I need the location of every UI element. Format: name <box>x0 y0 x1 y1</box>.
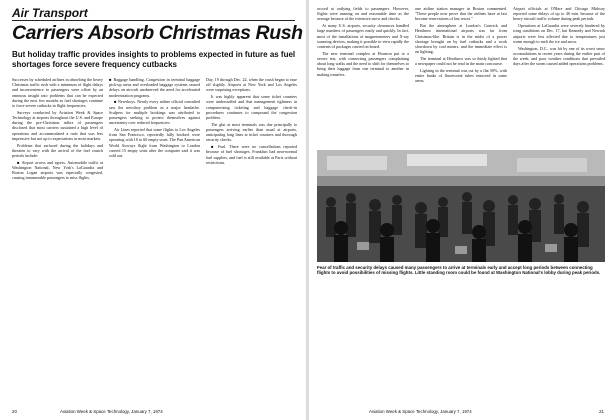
footer-credit: Aviation Week & Space Technology, January 7, 1974 <box>369 409 472 414</box>
paragraph: ■ Airport access and egress. Automobile traffic at Washington National, New York's LaGuardia and Boston Logan airports was especially congested, causing innumerable passengers to miss flights. <box>12 159 103 181</box>
section-label: Air Transport <box>12 6 88 20</box>
paragraph: Successes by scheduled airlines in absorbing the heavy Christmas traffic rush with a minimum of flight delays and inconvenience to passengers were offset by an ominous insight into problems that can be expected during the next few months as fuel shortages continue to force severe cutbacks in flight frequencies. <box>12 77 103 109</box>
footer-credit: Aviation Week & Space Technology, January 7, 1974 <box>60 409 163 414</box>
headline: Carriers Absorb Christmas Rush <box>12 22 303 44</box>
left-page <box>0 0 305 420</box>
right-page <box>309 0 614 420</box>
left-column-2 <box>109 77 200 402</box>
paragraph: At many U.S. airports, security clearances handled large numbers of passengers easily and quickly. In fact, most of the installations of magnetometers and X-ray scanning devices, making it possible to view rapidly the contents of packages carried on board. <box>317 23 409 50</box>
paragraph: Airport officials at O'Hare and Chicago Midway reported some delays of up to 40 min. because of the heavy aircraft traffic volume during peak periods. <box>513 6 605 22</box>
paragraph: Problems that surfaced during the holidays and threaten to vary with the arrival of the fuel crunch periods include: <box>12 142 103 159</box>
paragraph: one airline station manager in Boston commented. "These people now prove that the airlines have at last become reservations of last resort." <box>415 6 507 22</box>
paragraph: Surveys conducted by Aviation Week & Space Technology at airports throughout the U.S. and Europe during the pre-Christmas influx of passengers disclosed that most carriers sustained a high level of operations and accommodated a rush that was less impressive but not up to expectations in most markets. <box>12 109 103 141</box>
paragraph: Lighting in the terminal was cut by a flat 50%, with entire banks of fluorescent tubes removed in some areas. <box>415 68 507 84</box>
left-body-columns <box>12 77 297 402</box>
paragraph: Washington, D.C., was hit by one of its worst snow accumulations in recent years during the earlier part of the week, and poor weather conditions that prevailed days after the storm caused added operations problems. <box>513 45 605 67</box>
paragraph: Day, 19 through Dec. 22, when the crush began to ease off slightly. Airports at New York and Los Angeles were surprising exceptions. <box>206 77 297 93</box>
paragraph: ■ Fuel. There were no cancellations reported because of fuel shortages. Frankfurt had near-normal fuel supplies, and fuel is still available at Paris without restrictions. <box>206 144 297 165</box>
section-rule <box>12 20 295 21</box>
paragraph: It was highly apparent that some ticket counters were understaffed and that management tightness in computerizing ticketing and baggage check-in procedures continues to compound the congestion problem. <box>206 94 297 121</box>
deck: But holiday traffic provides insights to problems expected in future as fuel shortages force severe frequency cutbacks <box>12 50 296 69</box>
paragraph: The terminal at Heathrow was so thinly lighted that a newspaper could not be read in the main concourse. <box>415 56 507 67</box>
paragraph: But the atmosphere at London's Gatwick and Heathrow international airports was far from Christmas-like. Britain is in the midst of a power shortage brought on by fuel cutbacks and a work slowdown by coal miners, and the immediate effect is on lighting. <box>415 23 507 55</box>
left-column-1 <box>12 77 103 402</box>
photo-caption: Fear of traffic and security delays caused many passengers to arrive at terminals early and accept long periods between connecting flights to avoid possibilities of missing flights. Little standing room could be found at Washington National's lobby during peak periods. <box>317 265 601 276</box>
page-number: 21 <box>599 409 604 414</box>
paragraph: Air Lines reported that some flights to Los Angeles from San Francisco, reportedly fully booked, were operating with 10 to 60 empty seats. The Pan American World Airways flight from Washington to London carried 15 empty seats after the computer said it was sold out. <box>109 127 200 159</box>
paragraph: ■ Baggage handling. Congestion in terminal baggage pick-up areas and overloaded baggage systems caused delays on aircraft unobserved the need for accelerated modernization programs. <box>109 77 200 98</box>
paragraph: The glut at most terminals was due principally to passengers arriving earlier than usual at airports, anticipating long lines at ticket counters and thorough security checks. <box>206 121 297 143</box>
terminal-crowd-photo <box>317 150 605 262</box>
left-column-3 <box>206 77 297 402</box>
paragraph: The new terminal complex at Houston put to a severe test, with connecting passengers complaining about long walks and the need to shift for themselves to bring their luggage from one terminal to another in making transfers. <box>317 50 409 77</box>
paragraph: Operations at LaGuardia were severely hindered by icing conditions on Dec. 17, but Kennedy and Newark airports were less affected due to temperatures just warm enough to melt the ice and snow. <box>513 23 605 44</box>
paragraph: accord at outlying fields to passengers. However, flights were running on and reasonable time as the average because of the extensive snow and checks. <box>317 6 409 22</box>
paragraph: ■ Newsboys. Nearly every airline official consulted saw the newsboy problem as a major headache. Scalpers for multiple bookings was attributed to passengers seeking to protect themselves against uncertainty over reduced frequencies. <box>109 99 200 126</box>
page-number: 20 <box>12 409 17 414</box>
